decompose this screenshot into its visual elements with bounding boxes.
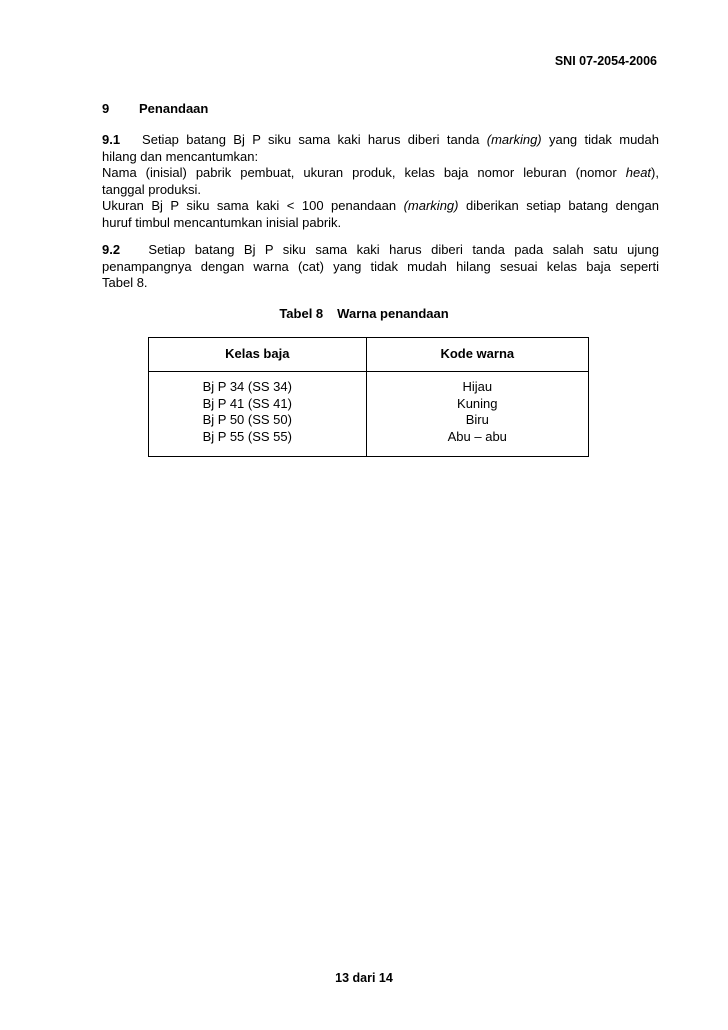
p91-line-2: hilang dan mencantumkan: — [102, 148, 259, 164]
p91-italic-marking: (marking) — [403, 198, 459, 213]
p91-line-6: huruf timbul mencantumkan inisial pabrik. — [102, 214, 342, 230]
kelas-cell — [149, 372, 367, 457]
p91-text: yang tidak mudah — [541, 132, 659, 147]
kode-item: Biru — [465, 412, 489, 427]
table-row — [149, 372, 589, 457]
p91-line-1 — [102, 132, 659, 149]
p91-line-4: tanggal produksi. — [102, 181, 202, 197]
kode-list — [367, 379, 588, 445]
section-title: Penandaan — [139, 101, 209, 116]
table-title: Warna penandaan — [337, 306, 449, 321]
table-header-row — [149, 338, 589, 372]
header-kelas-baja: Kelas baja — [149, 338, 367, 372]
kode-item: Abu – abu — [447, 428, 507, 444]
less-than-symbol: < — [286, 198, 295, 213]
table-number: Tabel 8 — [279, 306, 324, 321]
p92-number: 9.2 — [102, 242, 121, 257]
p91-line-5 — [102, 198, 659, 215]
kode-cell — [366, 372, 588, 457]
header-kode-warna: Kode warna — [366, 338, 588, 372]
p92-line-3: Tabel 8. — [102, 275, 148, 290]
page-number: 13 dari 14 — [335, 971, 393, 985]
p91-text: Ukuran Bj P siku sama kaki — [102, 198, 287, 213]
p92-line-2: penampangnya dengan warna (cat) yang tidak mudah hilang sesuai kelas baja seperti — [102, 258, 659, 274]
p91-number: 9.1 — [102, 132, 121, 147]
p91-italic-marking: (marking) — [486, 132, 542, 147]
p92-line-1 — [102, 242, 659, 259]
p91-text: diberikan setiap batang dengan — [458, 198, 659, 213]
kelas-list — [203, 379, 292, 445]
color-code-table — [148, 337, 589, 457]
paragraph-9-2 — [102, 242, 659, 292]
document-code: SNI 07-2054-2006 — [554, 54, 657, 68]
p91-italic-heat: heat — [625, 165, 652, 180]
p91-line-3 — [102, 165, 659, 182]
p91-text: 100 penandaan — [294, 198, 404, 213]
kode-item: Kuning — [457, 395, 498, 411]
table-caption — [0, 306, 728, 323]
section-heading — [102, 101, 208, 118]
kelas-item: Bj P 55 (SS 55) — [202, 428, 292, 444]
kode-item: Hijau — [462, 379, 493, 394]
paragraph-9-1 — [102, 132, 659, 231]
p91-text: Nama (inisial) pabrik pembuat, ukuran produk, kelas baja nomor leburan (nomor — [102, 165, 626, 180]
kelas-item: Bj P 50 (SS 50) — [202, 412, 292, 427]
kelas-item: Bj P 34 (SS 34) — [202, 379, 292, 394]
kelas-item: Bj P 41 (SS 41) — [202, 395, 292, 411]
p92-text: Setiap batang Bj P siku sama kaki harus diberi tanda pada salah satu ujung — [148, 242, 659, 257]
p91-text: Setiap batang Bj P siku sama kaki harus diberi tanda — [142, 132, 487, 147]
p91-text: ), — [651, 165, 659, 180]
section-number: 9 — [102, 101, 110, 116]
